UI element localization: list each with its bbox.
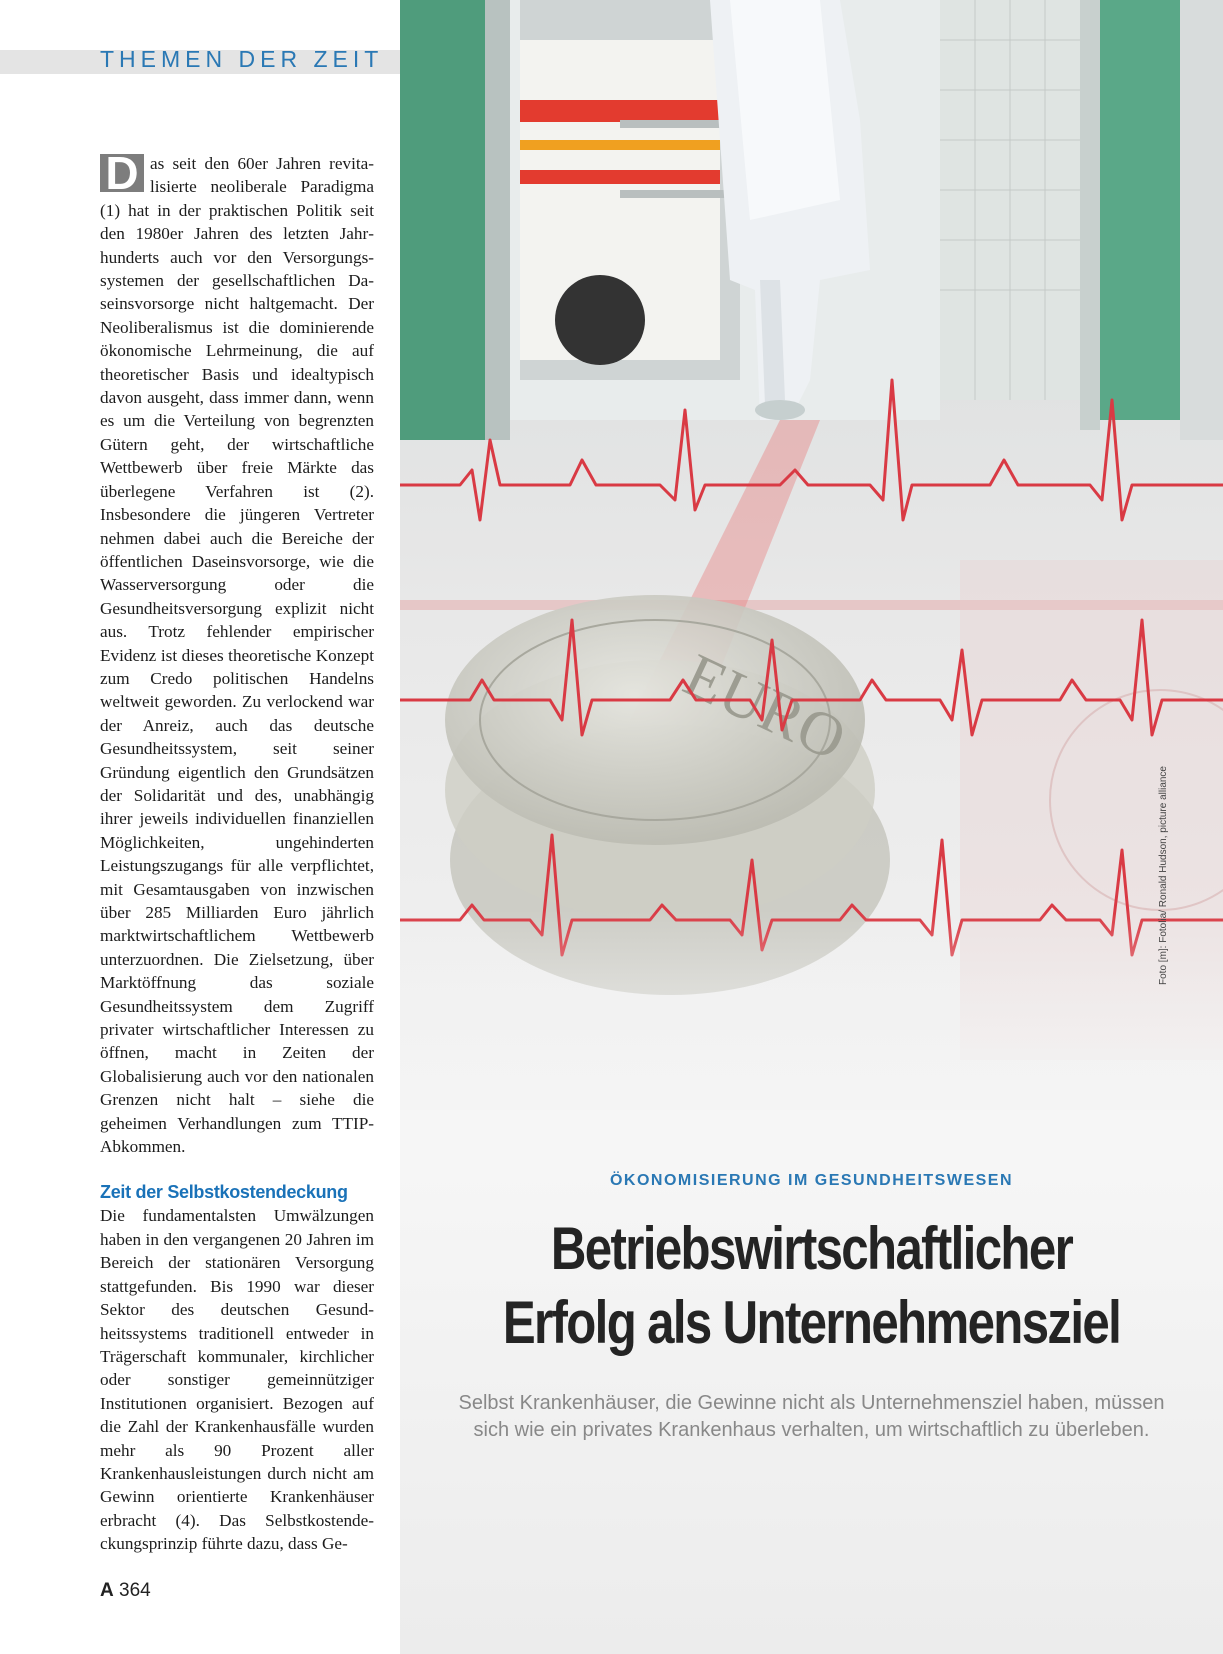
page-value: 364: [119, 1580, 151, 1601]
intro-paragraph: [100, 147, 374, 1158]
dropcap: D: [100, 154, 144, 192]
headline: [400, 1212, 1223, 1360]
page-number: [100, 1580, 151, 1602]
headline-line-2: Erfolg als Unternehmensziel: [502, 1289, 1121, 1356]
lede: Selbst Krankenhäuser, die Gewinne nicht als Unternehmensziel haben, müssen sich wie ein privates Krankenhaus verhalten, um wirtschaftlich zu überleben.: [458, 1392, 1165, 1441]
headline-line-1: Betriebswirtschaftlicher: [550, 1215, 1073, 1282]
hero-photo-illustration: [400, 0, 1223, 1110]
section-paragraph: Die fundamentalsten Umwälzungen haben in den vergangenen 20 Jahren im Bereich der stationären Versorgung stattgefunden. Bis 1990 war dieser Sektor des deutschen Gesundheitssystems traditionell entweder in Trägerschaft kommunaler, kirchlicher oder sonstiger gemeinnütziger Institutionen organisiert. Bezogen auf die Zahl der Krankenhausfälle wurden mehr als 90 Prozent aller Krankenhausleistungen durch nicht am Gewinn orientierte Krankenhäuser erbracht (4). Das Selbstkostendeckungsprinzip führte dazu, dass Ge-: [100, 1206, 374, 1554]
section-label: THEMEN DER ZEIT: [100, 46, 384, 72]
hero-photo: [400, 0, 1223, 1110]
intro-text: as seit den 60er Jahren revitalisierte neoliberale Paradigma (1) hat in der praktischen Politik seit den 1980er Jahren des letzten Jahrhunderts auch vor den Versorgungssystemen der gesellschaftlichen Daseinsvorsorge nicht haltgemacht. Der Neoliberalismus ist die dominierende ökonomische Lehrmeinung, die auf theoretischer Basis und idealtypisch davon ausgeht, dass immer dann, wenn es um die Verteilung von begrenzten Gütern geht, der wirtschaftliche Wettbewerb über freie Märkte das überlegene Verfahren ist (2). Insbesondere die jüngeren Vertreter nehmen dabei auch die Bereiche der öffentlichen Daseinsvorsorge, wie die Wasserversorgung oder die Gesundheitsversorgung explizit nicht aus. Trotz fehlender empirischer Evidenz ist dieses theoretische Konzept zum Credo politischen Handelns weltweit geworden. Zu verlockend war der Anreiz, auch das deutsche Gesundheitssystem, seit seiner Gründung eigentlich den Grundsätzen der Solidarität und des, unabhängig ihrer jeweils individuellen finanziellen Möglichkeiten, ungehinderten Leistungszugangs für alle verpflichtet, mit Gesamtausgaben von inzwischen über 285 Milliarden Euro jährlich marktwirtschaftlichem Wettbewerb unterzuordnen. Die Zielsetzung, über Marktöffnung das soziale Gesundheitssystem dem Zugriff privater wirtschaftlicher Interessen zu öffnen, macht in Zeiten der Globalisierung auch vor den nationalen Grenzen nicht halt – siehe die geheimen Verhandlungen zum TTIP-Abkommen.: [100, 154, 374, 1157]
article-column: [100, 147, 374, 1556]
kicker: ÖKONOMISIERUNG IM GESUNDHEITSWESEN: [609, 1172, 1014, 1189]
page-prefix: A: [100, 1580, 114, 1601]
subheading: Zeit der Selbstkostendeckung: [100, 1182, 348, 1203]
photo-credit: Foto [m]: Fotolia/ Ronald Hudson, picture alliance: [1158, 766, 1169, 985]
